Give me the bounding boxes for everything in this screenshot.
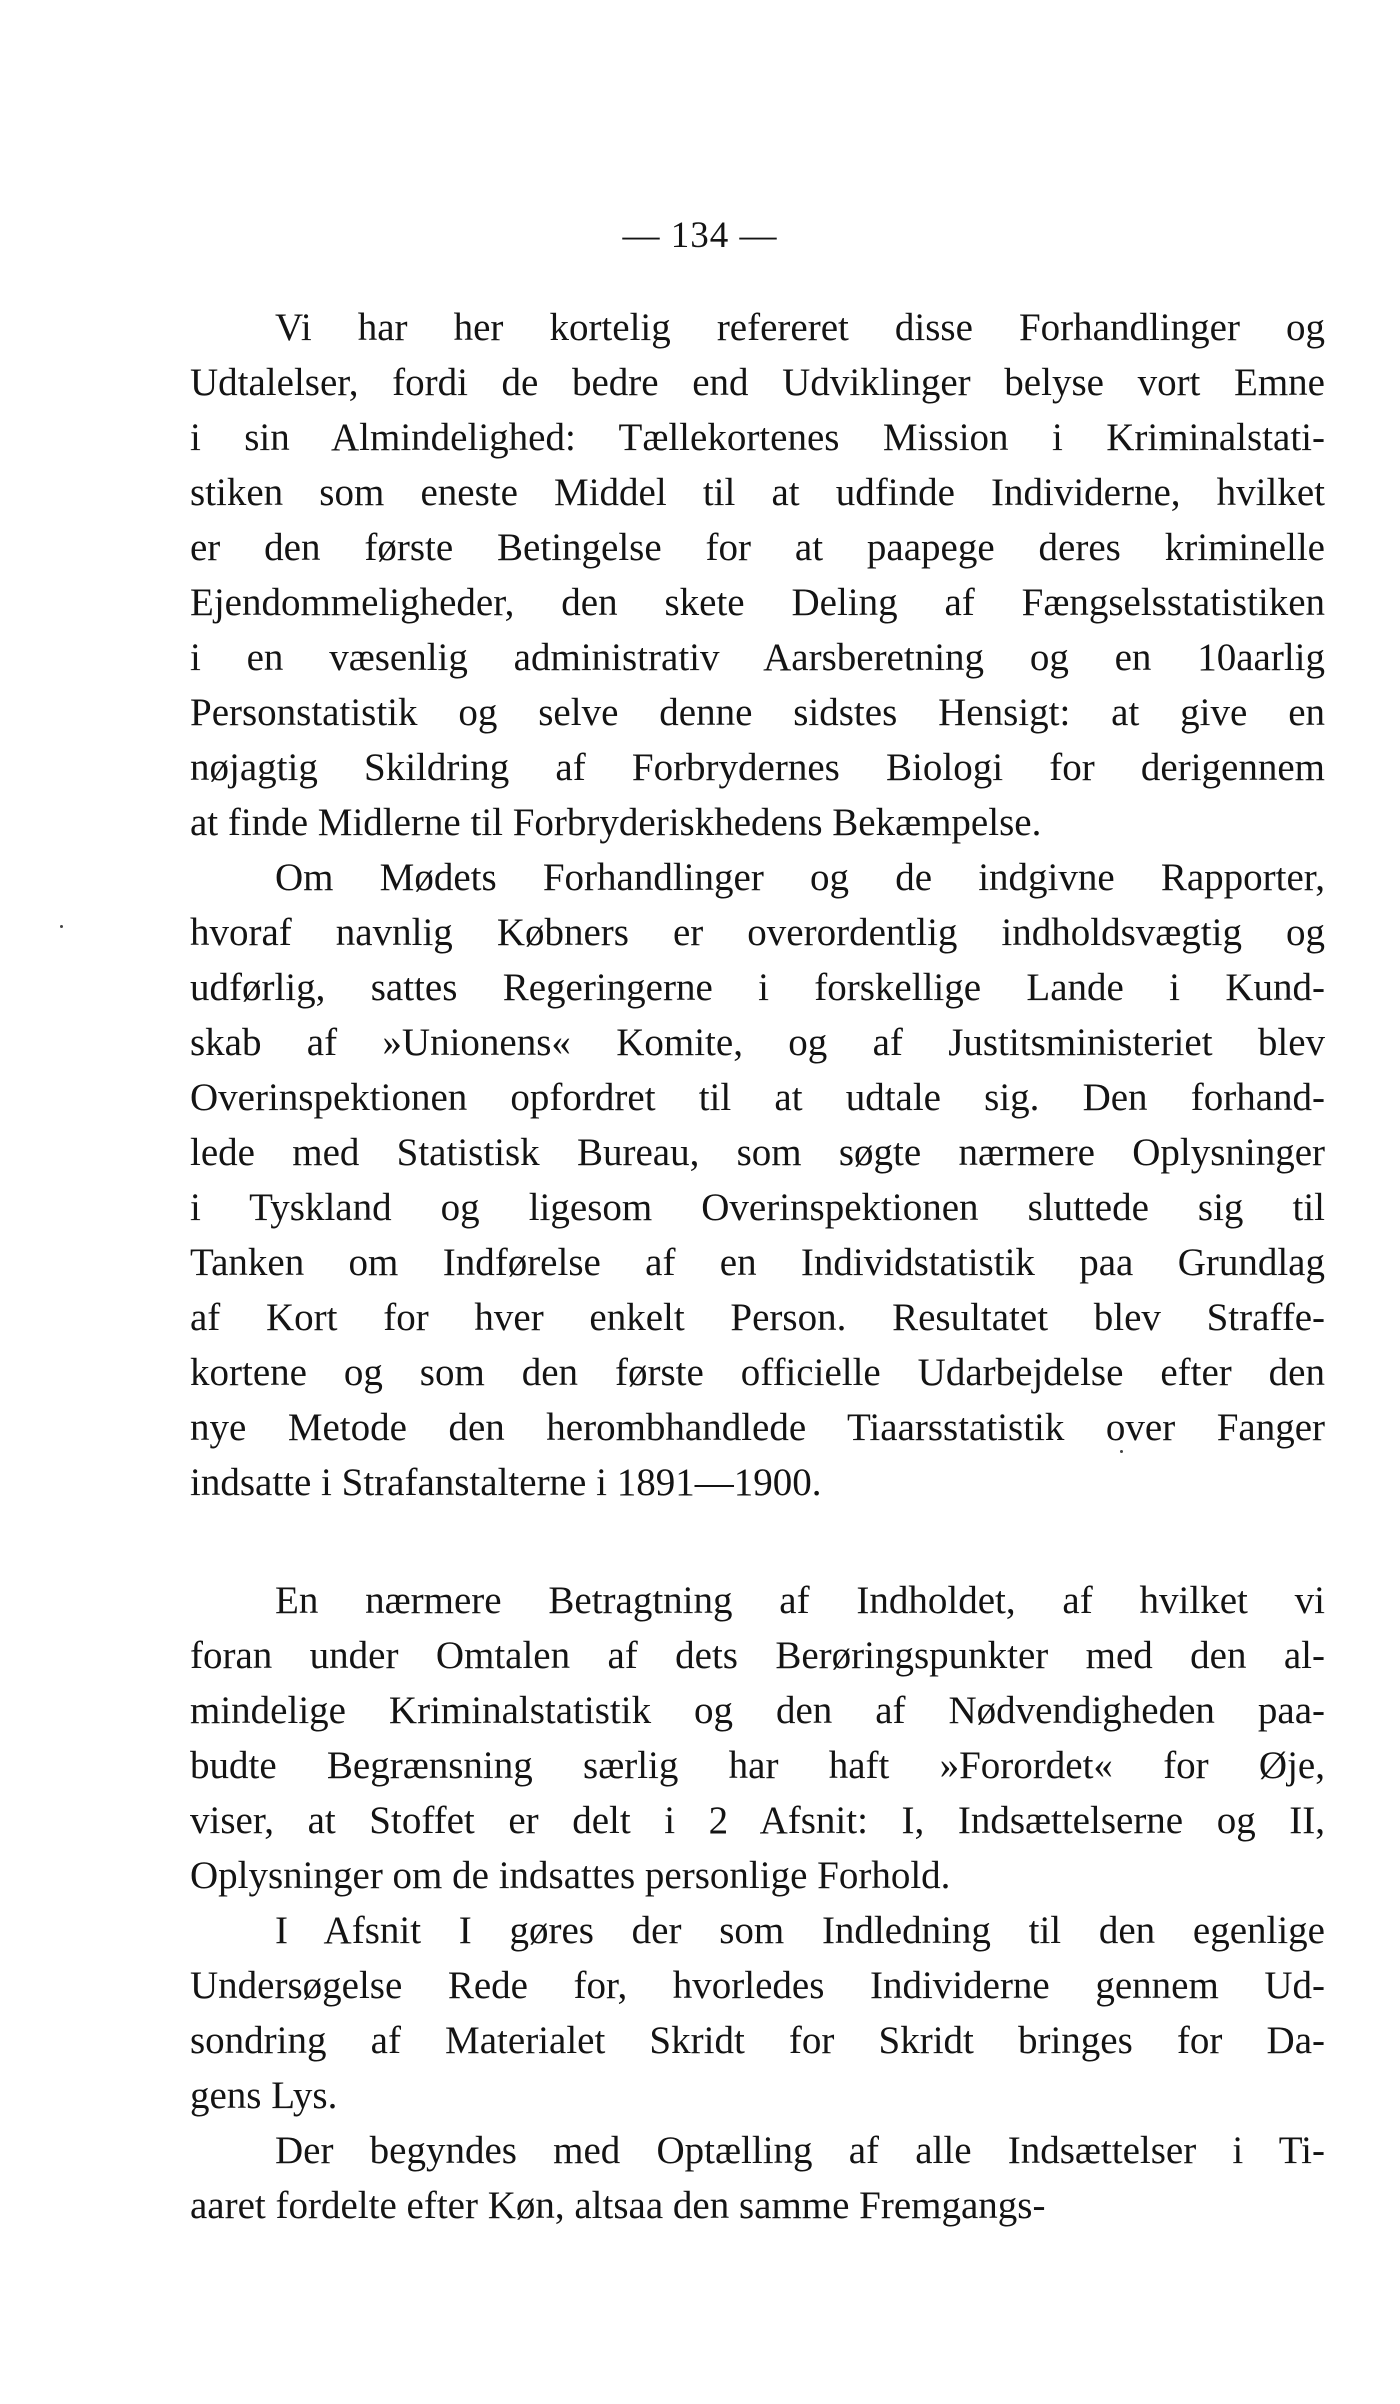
text-line: gens Lys. xyxy=(190,2074,338,2117)
page-number: — 134 — xyxy=(622,215,778,256)
text-line: i sin Almindelighed: Tællekortenes Mission i Kriminalstati- xyxy=(190,416,1325,459)
text-line: indsatte i Strafanstalterne i 1891—1900. xyxy=(190,1461,822,1504)
text-line: udførlig, sattes Regeringerne i forskellige Lande i Kund- xyxy=(190,966,1325,1009)
text-line: Overinspektionen opfordret til at udtale sig. Den forhand- xyxy=(190,1076,1325,1119)
text-line: i Tyskland og ligesom Overinspektionen sluttede sig til xyxy=(190,1186,1325,1229)
text-line: Tanken om Indførelse af en Individstatistik paa Grundlag xyxy=(190,1241,1325,1284)
print-speck xyxy=(1120,1450,1123,1453)
text-line: aaret fordelte efter Køn, altsaa den samme Fremgangs- xyxy=(190,2184,1046,2227)
paragraph xyxy=(190,300,1325,850)
text-line: Ejendommeligheder, den skete Deling af Fængselsstatistiken xyxy=(190,581,1325,624)
text-section-2 xyxy=(190,1573,1325,2233)
text-line: at finde Midlerne til Forbryderiskhedens Bekæmpelse. xyxy=(190,801,1042,844)
paragraph xyxy=(190,1903,1325,2123)
text-line: Udtalelser, fordi de bedre end Udviklinger belyse vort Emne xyxy=(190,361,1325,404)
text-line: foran under Omtalen af dets Berøringspunkter med den al- xyxy=(190,1634,1325,1677)
text-line: Undersøgelse Rede for, hvorledes Individerne gennem Ud- xyxy=(190,1964,1325,2007)
text-section-1 xyxy=(190,300,1325,1510)
paragraph xyxy=(190,1573,1325,1903)
text-line: Oplysninger om de indsattes personlige Forhold. xyxy=(190,1854,951,1897)
text-line: Vi har her kortelig refereret disse Forhandlinger og xyxy=(275,306,1325,349)
text-line: mindelige Kriminalstatistik og den af Nødvendigheden paa- xyxy=(190,1689,1325,1732)
text-line: nye Metode den herombhandlede Tiaarsstatistik over Fanger xyxy=(190,1406,1325,1449)
text-line: i en væsenlig administrativ Aarsberetning og en 10aarlig xyxy=(190,636,1325,679)
text-line: En nærmere Betragtning af Indholdet, af hvilket vi xyxy=(275,1579,1325,1622)
text-line: nøjagtig Skildring af Forbrydernes Biologi for derigennem xyxy=(190,746,1325,789)
text-line: sondring af Materialet Skridt for Skridt bringes for Da- xyxy=(190,2019,1325,2062)
text-line: kortene og som den første officielle Udarbejdelse efter den xyxy=(190,1351,1325,1394)
text-line: er den første Betingelse for at paapege deres kriminelle xyxy=(190,526,1325,569)
text-line: Der begyndes med Optælling af alle Indsættelser i Ti- xyxy=(275,2129,1325,2172)
text-line: Personstatistik og selve denne sidstes Hensigt: at give en xyxy=(190,691,1325,734)
text-line: Om Mødets Forhandlinger og de indgivne Rapporter, xyxy=(275,856,1325,899)
paragraph xyxy=(190,850,1325,1510)
text-line: af Kort for hver enkelt Person. Resultatet blev Straffe- xyxy=(190,1296,1325,1339)
text-line: stiken som eneste Middel til at udfinde Individerne, hvilket xyxy=(190,471,1325,514)
text-line: viser, at Stoffet er delt i 2 Afsnit: I, Indsættelserne og II, xyxy=(190,1799,1325,1842)
text-line: skab af »Unionens« Komite, og af Justitsministeriet blev xyxy=(190,1021,1325,1064)
text-line: lede med Statistisk Bureau, som søgte nærmere Oplysninger xyxy=(190,1131,1325,1174)
text-line: I Afsnit I gøres der som Indledning til den egenlige xyxy=(275,1909,1325,1952)
text-line: hvoraf navnlig Købners er overordentlig indholdsvægtig og xyxy=(190,911,1325,954)
paragraph xyxy=(190,2123,1325,2233)
print-speck xyxy=(60,925,63,928)
text-line: budte Begrænsning særlig har haft »Forordet« for Øje, xyxy=(190,1744,1325,1787)
